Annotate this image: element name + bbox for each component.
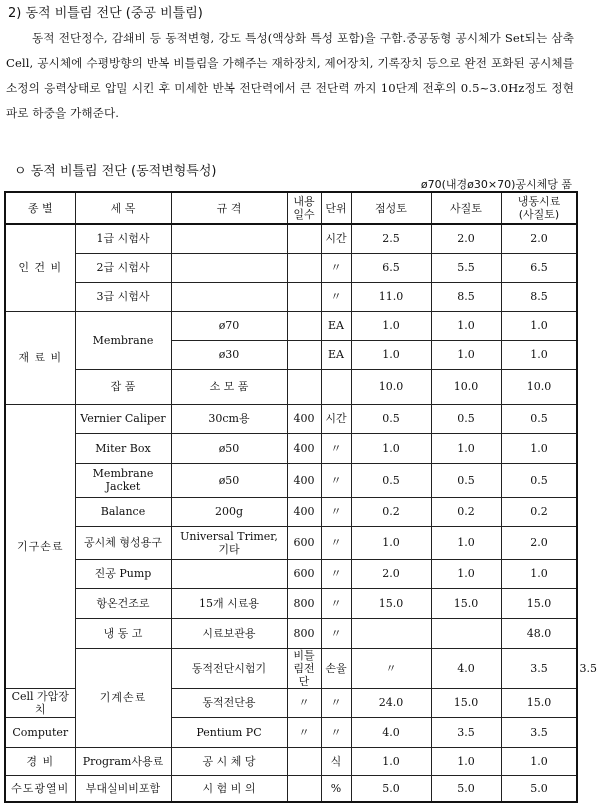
cell-item: 부대실비비포함 (75, 775, 171, 802)
cell-item: 공시체 형성용구 (75, 526, 171, 559)
table-row (5, 404, 577, 433)
cell-spec (171, 559, 287, 588)
cell-item: Membrane (75, 311, 171, 369)
cell-item: 잡 품 (75, 369, 171, 404)
table-row (5, 463, 577, 497)
table-body (5, 224, 597, 802)
table-row (5, 369, 577, 404)
table-row (5, 747, 577, 775)
cell-cat: 인 건 비 (5, 224, 75, 311)
cell-v3: 5.0 (501, 775, 577, 802)
cell-unit: 〃 (321, 588, 351, 618)
cell-days (287, 311, 321, 340)
specimen-note: ø70(내경ø30×70)공시체당 품 (420, 178, 572, 191)
cell-v3: 6.5 (501, 253, 577, 282)
cell-unit: 〃 (321, 618, 351, 648)
cell-v3: 1.0 (501, 747, 577, 775)
cell-days: 〃 (287, 717, 321, 747)
cell-unit: EA (321, 311, 351, 340)
section-heading: 2) 동적 비틀림 전단 (중공 비틀림) (8, 6, 203, 21)
cell-unit: 〃 (321, 497, 351, 526)
cell-v3: 15.0 (501, 688, 577, 717)
cell-v3: 10.0 (501, 369, 577, 404)
cell-days: 600 (287, 559, 321, 588)
cell-v3: 0.2 (501, 497, 577, 526)
cell-v2: 0.5 (431, 463, 501, 497)
header-cell: 종 별 (5, 192, 75, 224)
cell-item: Balance (75, 497, 171, 526)
cell-v2: 5.0 (431, 775, 501, 802)
table-row (5, 497, 577, 526)
cell-v1: 2.5 (351, 224, 431, 253)
cell-spec: 공 시 체 당 (171, 747, 287, 775)
cell-v2: 2.0 (431, 224, 501, 253)
cell-spec (171, 282, 287, 311)
cell-spec: 비틀림전단 (287, 648, 321, 688)
cell-item: 항온건조로 (75, 588, 171, 618)
table-row (5, 253, 577, 282)
cell-spec: 15개 시료용 (171, 588, 287, 618)
cell-unit: 〃 (321, 559, 351, 588)
cell-days (287, 253, 321, 282)
cell-cat: 경 비 (5, 747, 75, 775)
cell-spec: ø70 (171, 311, 287, 340)
table-row (5, 282, 577, 311)
cell-item: Computer (5, 717, 75, 747)
cell-cat: 재 료 비 (5, 311, 75, 404)
table-row (5, 559, 577, 588)
cell-cat: 기계손료 (75, 648, 171, 747)
cell-v1: 4.0 (351, 717, 431, 747)
cell-unit: % (321, 775, 351, 802)
cell-v1: 5.0 (351, 775, 431, 802)
cell-unit: 〃 (321, 253, 351, 282)
cell-v3: 1.0 (501, 311, 577, 340)
cell-spec: Pentium PC (171, 717, 287, 747)
cell-item: Cell 가압장치 (5, 688, 75, 717)
cell-v3: 2.0 (501, 224, 577, 253)
cell-item: 3급 시험사 (75, 282, 171, 311)
cell-v3: 48.0 (501, 618, 577, 648)
header-cell: 사질토 (431, 192, 501, 224)
cell-v1: 10.0 (351, 369, 431, 404)
cell-v2: 3.5 (501, 648, 577, 688)
cell-v2: 1.0 (431, 433, 501, 463)
cell-unit: 식 (321, 747, 351, 775)
cell-spec: 동적전단용 (171, 688, 287, 717)
cell-unit: 시간 (321, 224, 351, 253)
cell-v3: 1.0 (501, 433, 577, 463)
cell-v1: 2.0 (351, 559, 431, 588)
cell-v1: 0.2 (351, 497, 431, 526)
header-cell: 내용 일수 (287, 192, 321, 224)
cell-v2: 0.5 (431, 404, 501, 433)
description-paragraph: 동적 전단정수, 감쇄비 등 동적변형, 강도 특성(액상화 특성 포함)을 구함.중공동형 공시체가 Set되는 삼축 Cell, 공시체에 수평방향의 반복 비틀림을 가해주는 재하장치, 제어장치, 기록장치 등으로 완전 포화된 공시체를 소정의 응력상태로 압밀 시킨 후 미세한 반복 전단력에서 큰 전단력 까지 10단계 전후의 0.5~3.0Hz정도 정현파로 하중을 가해준다. (6, 31, 574, 120)
cell-spec (171, 224, 287, 253)
cell-v2: 15.0 (431, 688, 501, 717)
cell-v1: 4.0 (431, 648, 501, 688)
cell-spec: ø50 (171, 433, 287, 463)
cell-v2: 0.2 (431, 497, 501, 526)
table-row (5, 433, 577, 463)
cell-spec: 200g (171, 497, 287, 526)
table-row (5, 224, 577, 253)
cell-v2: 10.0 (431, 369, 501, 404)
cell-v1: 1.0 (351, 526, 431, 559)
cell-unit: 〃 (321, 688, 351, 717)
cell-days (287, 224, 321, 253)
table-row (5, 526, 577, 559)
cell-unit: 〃 (351, 648, 431, 688)
cell-days (287, 369, 321, 404)
cell-unit (321, 369, 351, 404)
cell-spec: ø30 (171, 340, 287, 369)
table-subheading: ㅇ 동적 비틀림 전단 (동적변형특성) (14, 164, 217, 179)
cell-item: 1급 시험사 (75, 224, 171, 253)
cell-v3: 0.5 (501, 463, 577, 497)
cell-item: Program사용료 (75, 747, 171, 775)
cell-days (287, 775, 321, 802)
cell-v3: 15.0 (501, 588, 577, 618)
cell-unit: 〃 (321, 433, 351, 463)
cell-days: 800 (287, 618, 321, 648)
table-row (5, 618, 577, 648)
cell-v3: 8.5 (501, 282, 577, 311)
cell-item: 냉 동 고 (75, 618, 171, 648)
cell-days (287, 282, 321, 311)
cell-days (287, 747, 321, 775)
cell-days: 400 (287, 404, 321, 433)
cell-days: 600 (287, 526, 321, 559)
cell-v1: 15.0 (351, 588, 431, 618)
cell-item: 2급 시험사 (75, 253, 171, 282)
cell-spec: Universal Trimer, 기타 (171, 526, 287, 559)
cell-v3: 2.0 (501, 526, 577, 559)
header-cell: 규 격 (171, 192, 287, 224)
cell-v2: 3.5 (431, 717, 501, 747)
cell-v1: 11.0 (351, 282, 431, 311)
table-row (5, 588, 577, 618)
cell-days (287, 340, 321, 369)
cell-v1: 6.5 (351, 253, 431, 282)
cell-spec: 30cm용 (171, 404, 287, 433)
cell-days: 800 (287, 588, 321, 618)
cell-v1: 1.0 (351, 340, 431, 369)
cell-days: 〃 (287, 688, 321, 717)
cell-v1: 1.0 (351, 747, 431, 775)
cell-v2: 15.0 (431, 588, 501, 618)
cell-cat: 기구손료 (5, 404, 75, 688)
cell-v2: 1.0 (431, 340, 501, 369)
table-row: 기계손료 동적전단시험기 비틀림전단 손율 〃 4.0 3.5 3.5 (5, 648, 577, 688)
cell-v3: 1.0 (501, 340, 577, 369)
table-row (5, 311, 577, 340)
cell-item: Vernier Caliper (75, 404, 171, 433)
cell-spec: 소 모 품 (171, 369, 287, 404)
cell-v1: 0.5 (351, 463, 431, 497)
cell-spec: ø50 (171, 463, 287, 497)
cell-unit: 시간 (321, 404, 351, 433)
cell-unit: EA (321, 340, 351, 369)
cell-v1: 1.0 (351, 311, 431, 340)
header-cell: 세 목 (75, 192, 171, 224)
cost-table (4, 191, 597, 803)
cell-item: 진공 Pump (75, 559, 171, 588)
cell-v3: 3.5 (501, 717, 577, 747)
cell-days: 400 (287, 497, 321, 526)
cell-item: Miter Box (75, 433, 171, 463)
cell-days: 400 (287, 433, 321, 463)
header-cell: 냉동시료 (사질토) (501, 192, 577, 224)
header-cell: 점성토 (351, 192, 431, 224)
header-cell: 단위 (321, 192, 351, 224)
table-header-row (5, 192, 577, 224)
table-row (5, 775, 577, 802)
cell-unit: 〃 (321, 717, 351, 747)
cell-v2: 5.5 (431, 253, 501, 282)
cell-v1: 1.0 (351, 433, 431, 463)
cell-v2: 8.5 (431, 282, 501, 311)
cell-v2 (431, 618, 501, 648)
cell-v3: 0.5 (501, 404, 577, 433)
cell-v2: 1.0 (431, 747, 501, 775)
cell-days: 손율 (321, 648, 351, 688)
cell-spec: 시료보관용 (171, 618, 287, 648)
cell-spec: 시 험 비 의 (171, 775, 287, 802)
cell-unit: 〃 (321, 526, 351, 559)
cell-v1: 24.0 (351, 688, 431, 717)
cell-unit: 〃 (321, 463, 351, 497)
cell-spec (171, 253, 287, 282)
cell-cat: 수도광열비 (5, 775, 75, 802)
cell-days: 400 (287, 463, 321, 497)
cell-v1 (351, 618, 431, 648)
cell-unit: 〃 (321, 282, 351, 311)
cell-item: 동적전단시험기 (171, 648, 287, 688)
cell-v3: 1.0 (501, 559, 577, 588)
cell-v2: 1.0 (431, 559, 501, 588)
cell-v1: 0.5 (351, 404, 431, 433)
cell-v2: 1.0 (431, 311, 501, 340)
cell-v2: 1.0 (431, 526, 501, 559)
cell-item: Membrane Jacket (75, 463, 171, 497)
